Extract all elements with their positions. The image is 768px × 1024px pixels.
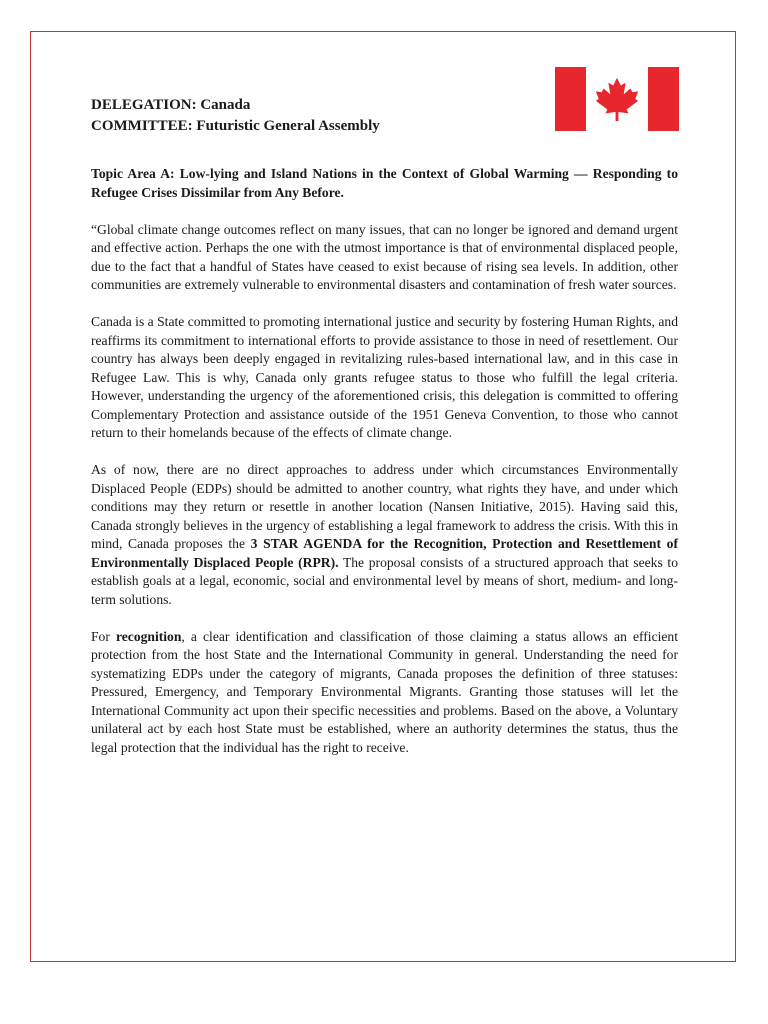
paragraph-2: Canada is a State committed to promoting international justice and security by fostering Human Rights, and reaffirms its commitment to international efforts to provide assistance to those in need of resettlement. Our country has always been deeply engaged in revitalizing rules-based international law, and in this case in Refugee Law. This is why, Canada only grants refugee status to those who fulfill the legal criteria. However, understanding the urgency of the aforementioned crisis, this delegation is committed to offering Complementary Protection and assistance outside of the 1951 Geneva Convention, to those who cannot return to their homelands because of the effects of climate change. <box>91 314 678 440</box>
topic-heading: Topic Area A: Low-lying and Island Nations in the Context of Global Warming — Responding to Refugee Crises Dissimilar from Any Before. <box>91 166 678 200</box>
maple-leaf-icon <box>593 75 641 123</box>
committee-line: COMMITTEE: Futuristic General Assembly <box>91 118 380 134</box>
recognition-term: recognition <box>115 628 182 644</box>
paragraph-3-text-a: As of now, there are no direct approaches to address under which circumstances Environmentally Displaced People (EDPs) should be admitted to another country, what rights they have, and under which conditions may they return or resettle in another location (Nansen Initiative, 2015). Having said this, Canada strongly believes in the urgency of establishing a legal framework to address the crisis. With this in mind, Canada proposes the <box>91 462 678 551</box>
paragraph-4-text-b: , a clear identification and classification of those claiming a status allows an efficient protection from the host State and the International Community in general. Understanding the need for systematizing EDPs under the category of migrants, Canada proposes the definition of three statuses: Pressured, Emergency, and Temporary Environmental Migrants. Granting those statuses will let the International Community act upon their specific necessities and problems. Based on the above, a Voluntary unilateral act by each host State must be established, where an authority determines the status, thus the legal protection that the individual has the right to receive. <box>91 628 678 755</box>
delegation-line: DELEGATION: Canada <box>91 97 251 113</box>
document-body <box>91 165 678 776</box>
flag-left-bar <box>555 67 586 131</box>
canada-flag-icon <box>555 67 679 131</box>
paragraph-4 <box>91 628 678 758</box>
paragraph-3-text-b: The proposal consists of a structured approach that seeks to establish goals at a legal, economic, social and environmental level by means of short, medium- and long-term solutions. <box>91 554 678 607</box>
paragraph-3 <box>91 461 678 609</box>
document-header <box>91 95 380 137</box>
paragraph-1: “Global climate change outcomes reflect on many issues, that can no longer be ignored and demand urgent and effective action. Perhaps the one with the utmost importance is that of environmental displaced people, due to the fact that a handful of States have ceased to exist because of rising sea levels. In addition, other communities are extremely vulnerable to environmental disasters and contamination of fresh water sources. <box>91 221 678 292</box>
flag-center <box>586 67 648 131</box>
agenda-title: 3 STAR AGENDA for the Recognition, Protection and Resettlement of Environmentally Displaced People (RPR). <box>91 536 679 570</box>
paragraph-4-text-a: For <box>91 628 116 644</box>
flag-right-bar <box>648 67 679 131</box>
